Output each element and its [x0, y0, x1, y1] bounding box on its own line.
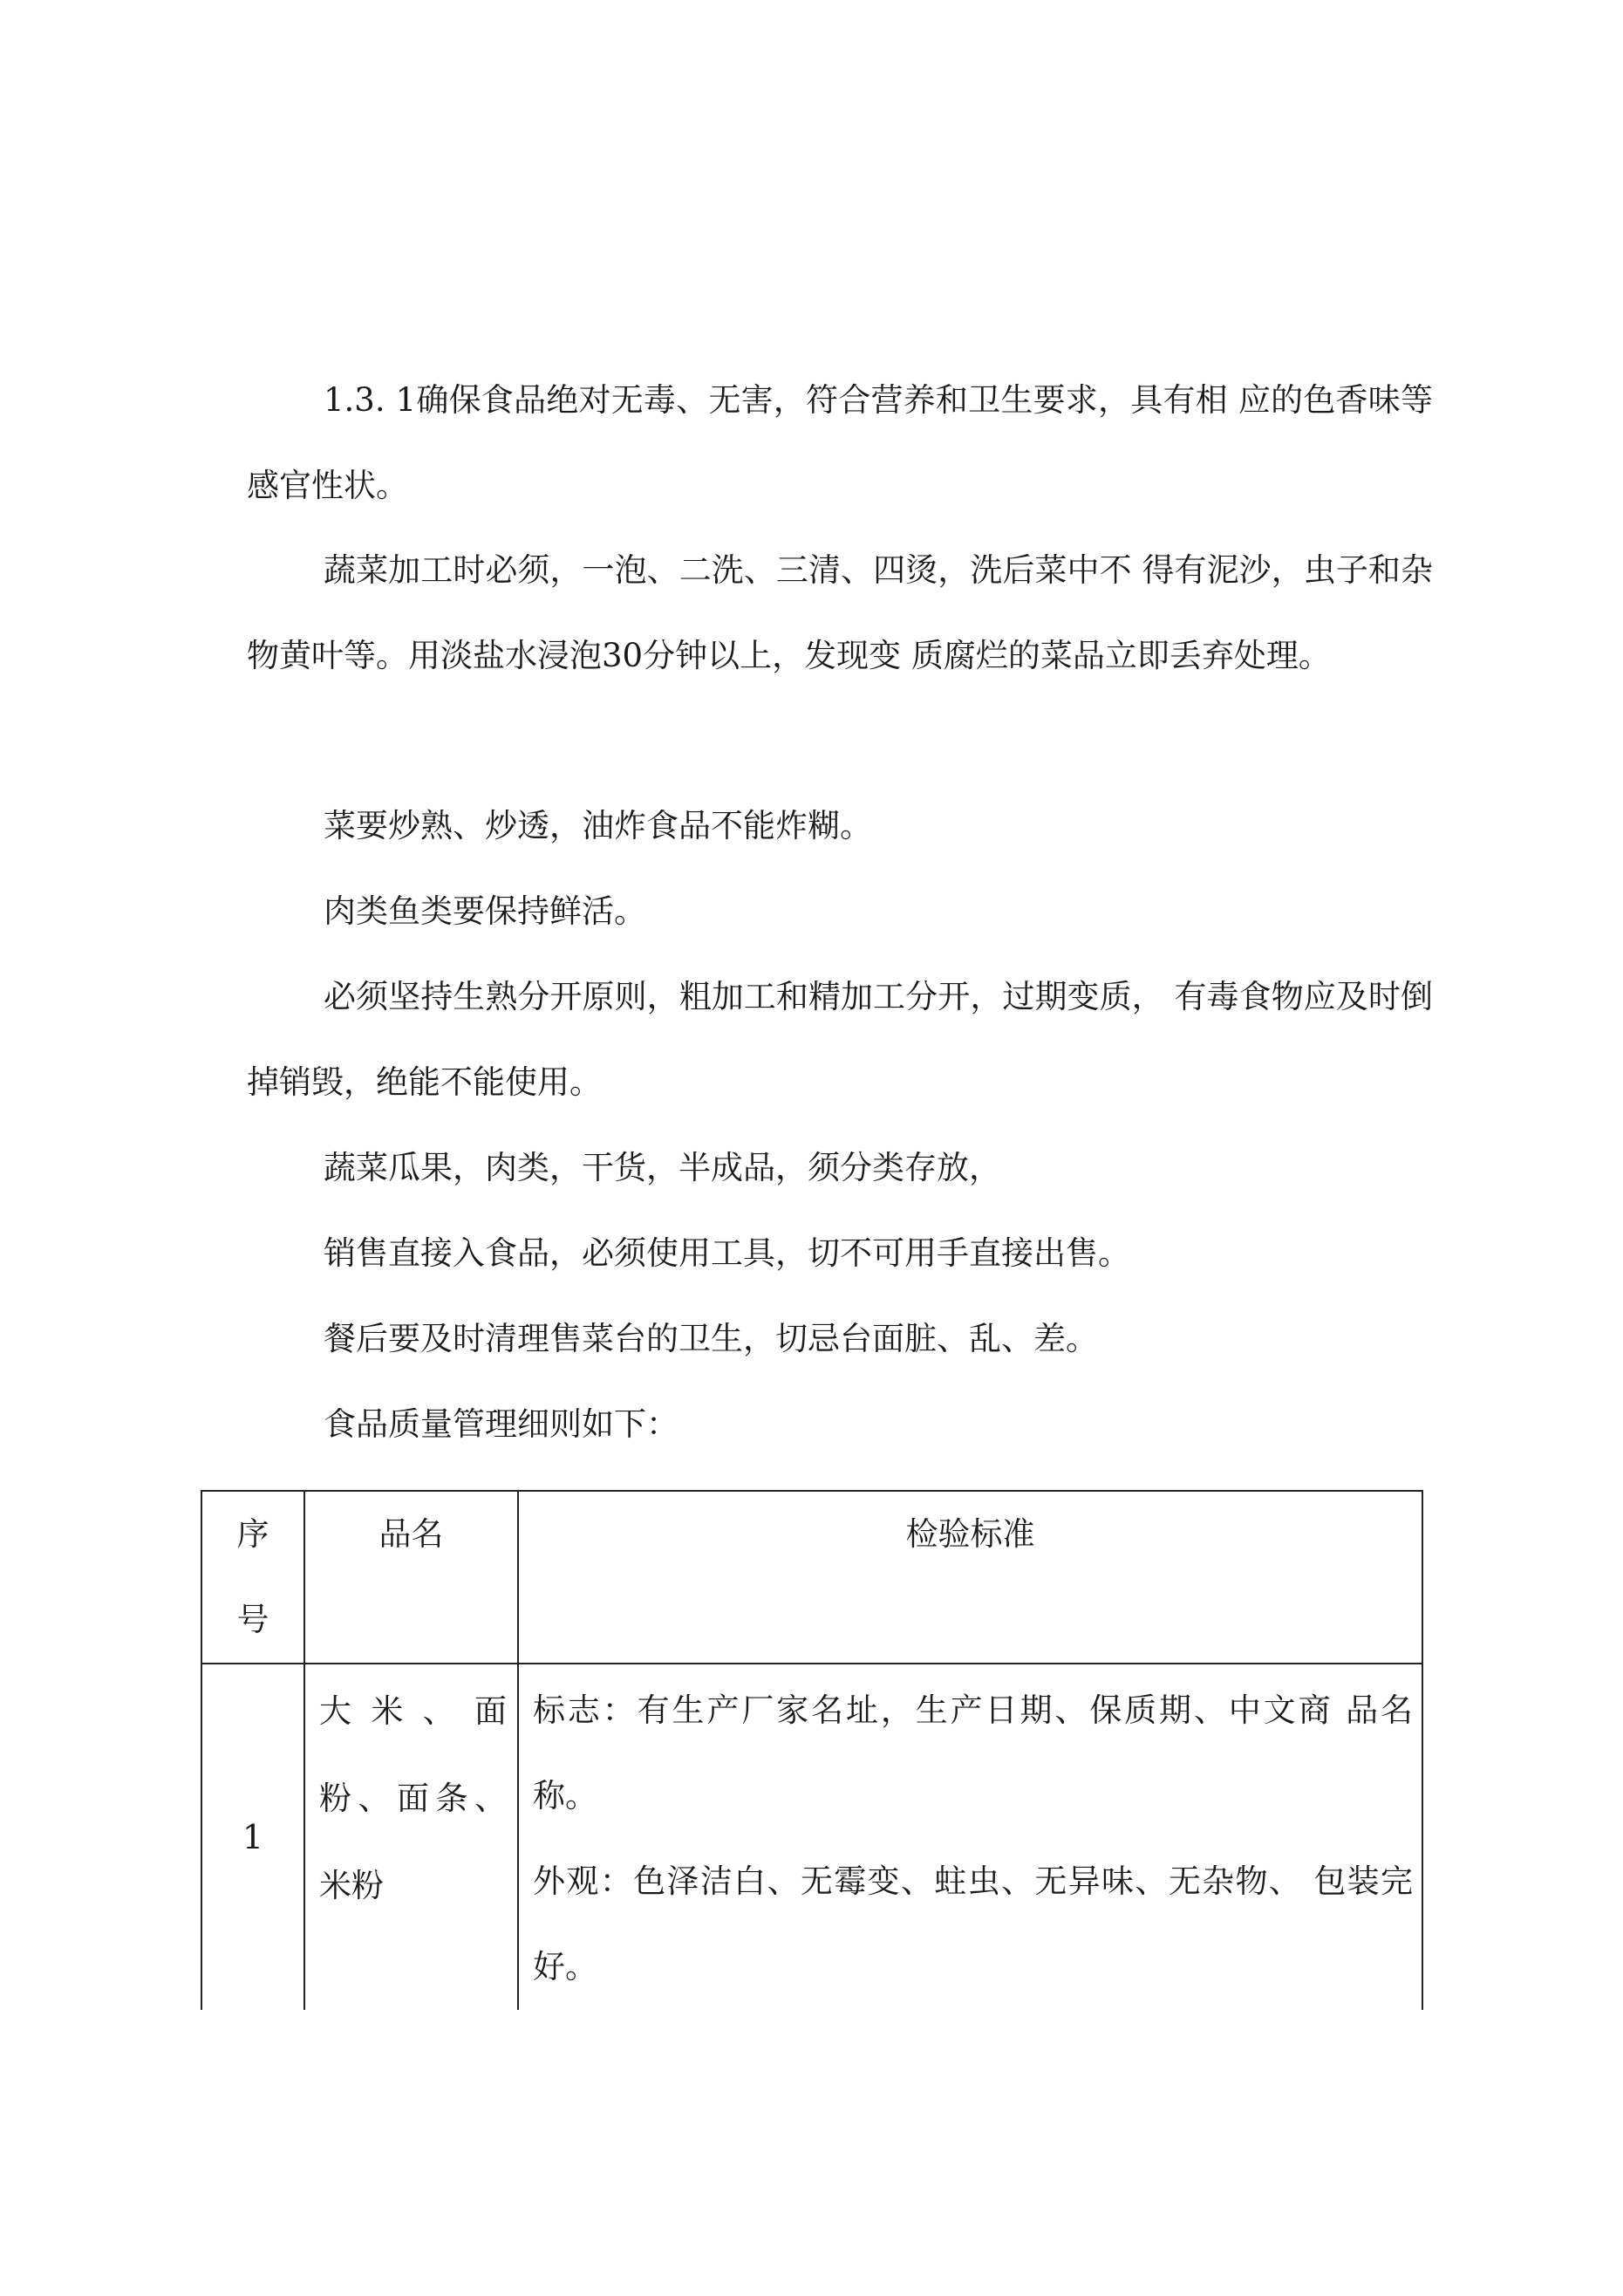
- row-number: 1: [201, 1664, 304, 2010]
- paragraph-table-intro: 食品质量管理细则如下：: [324, 1405, 679, 1443]
- row-product-name: 大米、面粉、面条、米粉: [304, 1664, 518, 2010]
- header-number-line2: 号: [236, 1601, 269, 1638]
- header-cell-name: 品名: [304, 1491, 518, 1664]
- paragraph-tools: 销售直接入食品，必须使用工具，切不可用手直接出售。: [324, 1234, 1130, 1272]
- table-row: [201, 1664, 1422, 2010]
- paragraph-meat-fish: 肉类鱼类要保持鲜活。: [324, 892, 646, 930]
- paragraph-raw-cooked: 必须坚持生熟分开原则，粗加工和精加工分开，过期变质， 有毒食物应及时倒掉销毁，绝能不能使用。: [247, 978, 1433, 1101]
- paragraph-vegetable-processing: 蔬菜加工时必须，一泡、二洗、三清、四烫，洗后菜中不 得有泥沙，虫子和杂物黄叶等。用淡盐水浸泡30分钟以上，发现变 质腐烂的菜品立即丢弃处理。: [247, 551, 1433, 674]
- paragraph-cooking: 菜要炒熟、炒透，油炸食品不能炸糊。: [324, 807, 872, 844]
- header-number-line1: 序: [236, 1515, 269, 1553]
- paragraph-storage: 蔬菜瓜果，肉类，干货，半成品，须分类存放，: [324, 1149, 1001, 1186]
- standard-label-marking: 标志：有生产厂家名址，生产日期、保质期、中文商 品名称。: [533, 1691, 1413, 1814]
- quality-standards-table: [201, 1490, 1423, 2010]
- table-header-row: [201, 1491, 1422, 1664]
- paragraph-food-safety: 1.3. 1确保食品绝对无毒、无害，符合营养和卫生要求，具有相 应的色香味等感官性状。: [247, 381, 1433, 504]
- header-cell-number: [201, 1491, 304, 1664]
- standard-appearance: 外观：色泽洁白、无霉变、蛀虫、无异味、无杂物、 包装完好。: [533, 1862, 1413, 1985]
- header-cell-standard: 检验标准: [518, 1491, 1422, 1664]
- paragraph-cleaning: 餐后要及时清理售菜台的卫生，切忌台面脏、乱、差。: [324, 1320, 1098, 1357]
- row-standard: [518, 1664, 1422, 2010]
